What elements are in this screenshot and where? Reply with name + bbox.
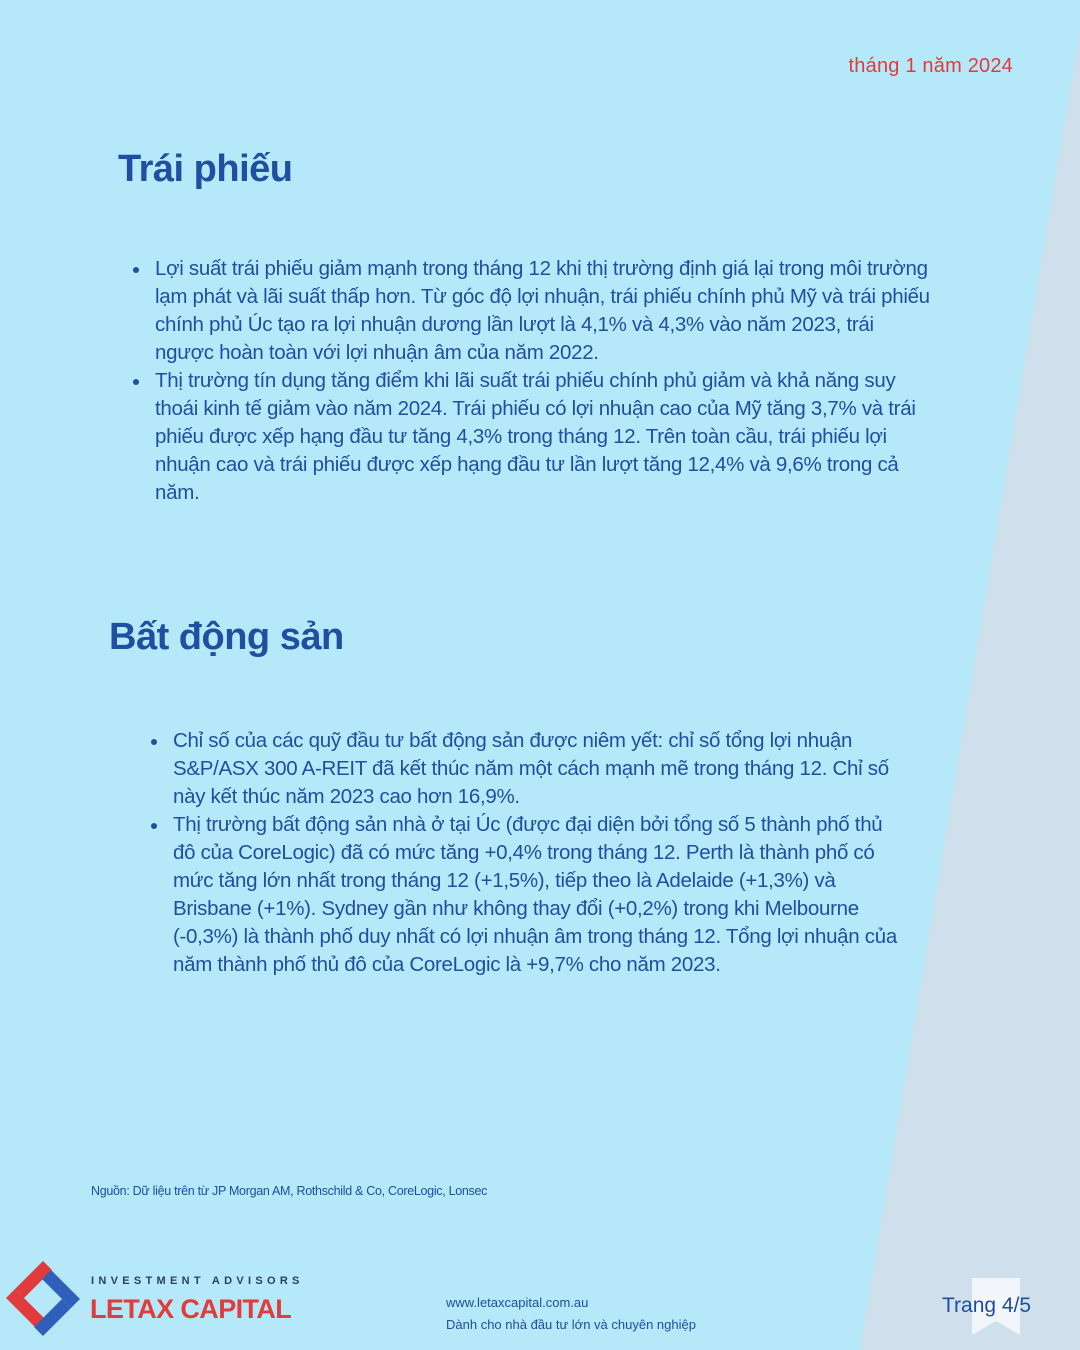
logo-diamond-icon xyxy=(5,1260,83,1338)
property-bullet-list xyxy=(148,727,908,979)
page-number: Trang 4/5 xyxy=(942,1294,1032,1317)
bonds-bullet-item: Lợi suất trái phiếu giảm mạnh trong tháng 12 khi thị trường định giá lại trong môi trường lạm phát và lãi suất thấp hơn. Từ góc độ lợi nhuận, trái phiếu chính phủ Mỹ và trái phiếu chính phủ Úc tạo ra lợi nhuận dương lần lượt là 4,1% và 4,3% vào năm 2023, trái ngược hoàn toàn với lợi nhuận âm của năm 2022. xyxy=(130,255,930,367)
logo-tagline: INVESTMENT ADVISORS xyxy=(91,1275,304,1287)
property-bullet-item: Thị trường bất động sản nhà ở tại Úc (được đại diện bởi tổng số 5 thành phố thủ đô của CoreLogic) đã có mức tăng +0,4% trong tháng 12. Perth là thành phố có mức tăng lớn nhất trong tháng 12 (+1,5%), tiếp theo là Adelaide (+1,3%) và Brisbane (+1%). Sydney gần như không thay đổi (+0,2%) trong khi Melbourne (-0,3%) là thành phố duy nhất có lợi nhuận âm trong tháng 12. Tổng lợi nhuận của năm thành phố thủ đô của CoreLogic là +9,7% cho năm 2023. xyxy=(148,811,908,979)
logo-wordmark: LETAX CAPITAL xyxy=(90,1294,292,1324)
bonds-bullet-item: Thị trường tín dụng tăng điểm khi lãi suất trái phiếu chính phủ giảm và khả năng suy thoái kinh tế giảm vào năm 2024. Trái phiếu có lợi nhuận cao của Mỹ tăng 3,7% và trái phiếu được xếp hạng đầu tư tăng 4,3% trong tháng 12. Trên toàn cầu, trái phiếu lợi nhuận cao và trái phiếu được xếp hạng đầu tư lần lượt tăng 12,4% và 9,6% trong cả năm. xyxy=(130,367,930,507)
section-title-property: Bất động sản xyxy=(109,616,344,658)
website-link[interactable]: www.letaxcapital.com.au xyxy=(446,1295,589,1310)
section-title-bonds: Trái phiếu xyxy=(118,148,293,190)
report-date: tháng 1 năm 2024 xyxy=(848,55,1013,77)
audience-note: Dành cho nhà đầu tư lớn và chuyên nghiệp xyxy=(446,1317,696,1332)
bonds-bullet-list xyxy=(130,255,930,507)
property-bullet-item: Chỉ số của các quỹ đầu tư bất động sản được niêm yết: chỉ số tổng lợi nhuận S&P/ASX 300 A-REIT đã kết thúc năm một cách mạnh mẽ trong tháng 12. Chỉ số này kết thúc năm 2023 cao hơn 16,9%. xyxy=(148,727,908,811)
source-note: Nguồn: Dữ liệu trên từ JP Morgan AM, Rothschild & Co, CoreLogic, Lonsec xyxy=(91,1184,488,1198)
